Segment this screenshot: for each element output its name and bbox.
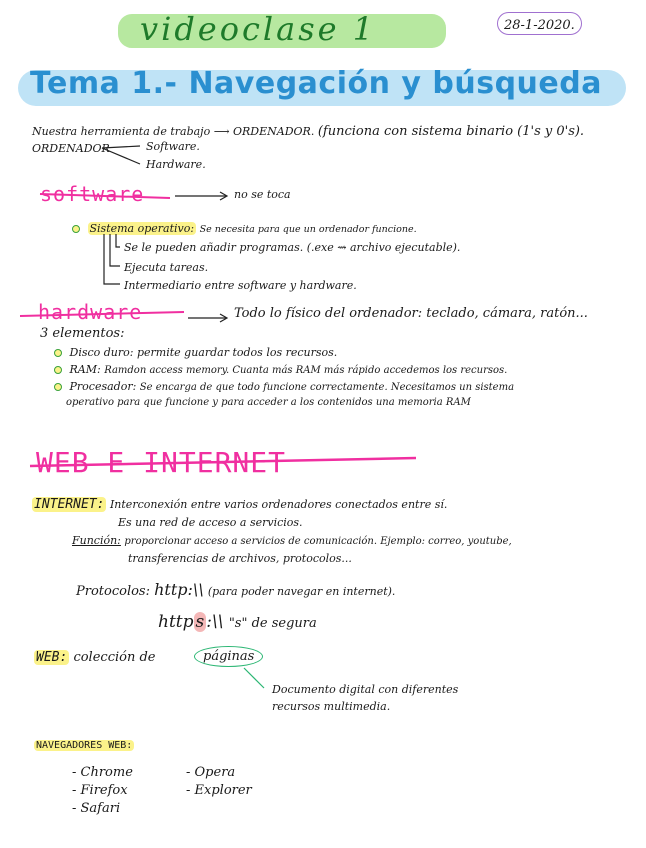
arrow-right-icon: ⟶ bbox=[213, 125, 230, 138]
so-bullet: Sistema operativo: Se necesita para que un ordenador funcione. bbox=[72, 222, 417, 235]
doc-line-2: recursos multimedia. bbox=[272, 700, 391, 713]
wavy-arrow-icon: ⇝ bbox=[337, 241, 347, 254]
browser-safari: - Safari bbox=[72, 801, 121, 816]
hw-item-3-cont: operativo para que funcione y para acceder a los contenidos una memoria RAM bbox=[66, 397, 471, 408]
hardware-note: Todo lo físico del ordenador: teclado, cámara, ratón... bbox=[234, 306, 588, 321]
bullet-icon bbox=[54, 366, 62, 374]
software-heading: software bbox=[40, 182, 145, 206]
paginas-circled: páginas bbox=[194, 646, 263, 667]
internet-line: INTERNET: Interconexión entre varios ordenadores conectados entre sí. bbox=[34, 497, 448, 512]
ordenador-label: ORDENADOR bbox=[32, 142, 110, 155]
browser-chrome: - Chrome bbox=[72, 765, 133, 780]
funcion-line: Función: proporcionar acceso a servicios de comunicación. Ejemplo: correo, youtube, bbox=[72, 534, 512, 547]
https-line: http s :\\ "s" de segura bbox=[158, 612, 317, 632]
so-sub-2: Ejecuta tareas. bbox=[124, 261, 209, 274]
hw-item-3: Procesador: Se encarga de que todo funcione correctamente. Necesitamos un sistema bbox=[54, 380, 514, 393]
protocolos-line: Protocolos: http:\\ (para poder navegar en internet). bbox=[76, 580, 396, 599]
internet-line-2: Es una red de acceso a servicios. bbox=[118, 516, 303, 529]
web-heading: WEB E INTERNET bbox=[36, 446, 287, 479]
web-line: WEB: colección de bbox=[36, 650, 156, 665]
funcion-line-2: transferencias de archivos, protocolos... bbox=[128, 552, 352, 565]
hw-item-2: RAM: Ramdon access memory. Cuanta más RAM más rápido accedemos los recursos. bbox=[54, 363, 507, 376]
so-sub-3: Intermediario entre software y hardware. bbox=[124, 279, 357, 292]
browser-opera: - Opera bbox=[186, 765, 236, 780]
doc-line-1: Documento digital con diferentes bbox=[272, 683, 459, 696]
date-badge bbox=[497, 12, 582, 35]
bullet-icon bbox=[54, 383, 62, 391]
hw-item-1: Disco duro: permite guardar todos los recursos. bbox=[54, 346, 337, 359]
bullet-icon bbox=[54, 349, 62, 357]
intro-line-1: Nuestra herramienta de trabajo ⟶ ORDENADOR. (funciona con sistema binario (1's y 0's). bbox=[32, 124, 585, 139]
date-text: 28-1-2020. bbox=[504, 18, 575, 33]
bullet-icon bbox=[72, 225, 80, 233]
hardware-item: Hardware. bbox=[146, 158, 206, 171]
browser-explorer: - Explorer bbox=[186, 783, 252, 798]
browser-firefox: - Firefox bbox=[72, 783, 128, 798]
software-item: Software. bbox=[146, 140, 200, 153]
page-title: videoclase 1 bbox=[140, 10, 377, 48]
browsers-label: NAVEGADORES WEB: bbox=[36, 740, 133, 751]
topic-title: Tema 1.- Navegación y búsqueda bbox=[30, 66, 602, 101]
hardware-count: 3 elementos: bbox=[40, 326, 125, 341]
so-sub-1: Se le pueden añadir programas. (.exe ⇝ archivo ejecutable). bbox=[124, 241, 461, 254]
hardware-heading: hardware bbox=[38, 300, 143, 324]
software-note: no se toca bbox=[234, 188, 291, 201]
